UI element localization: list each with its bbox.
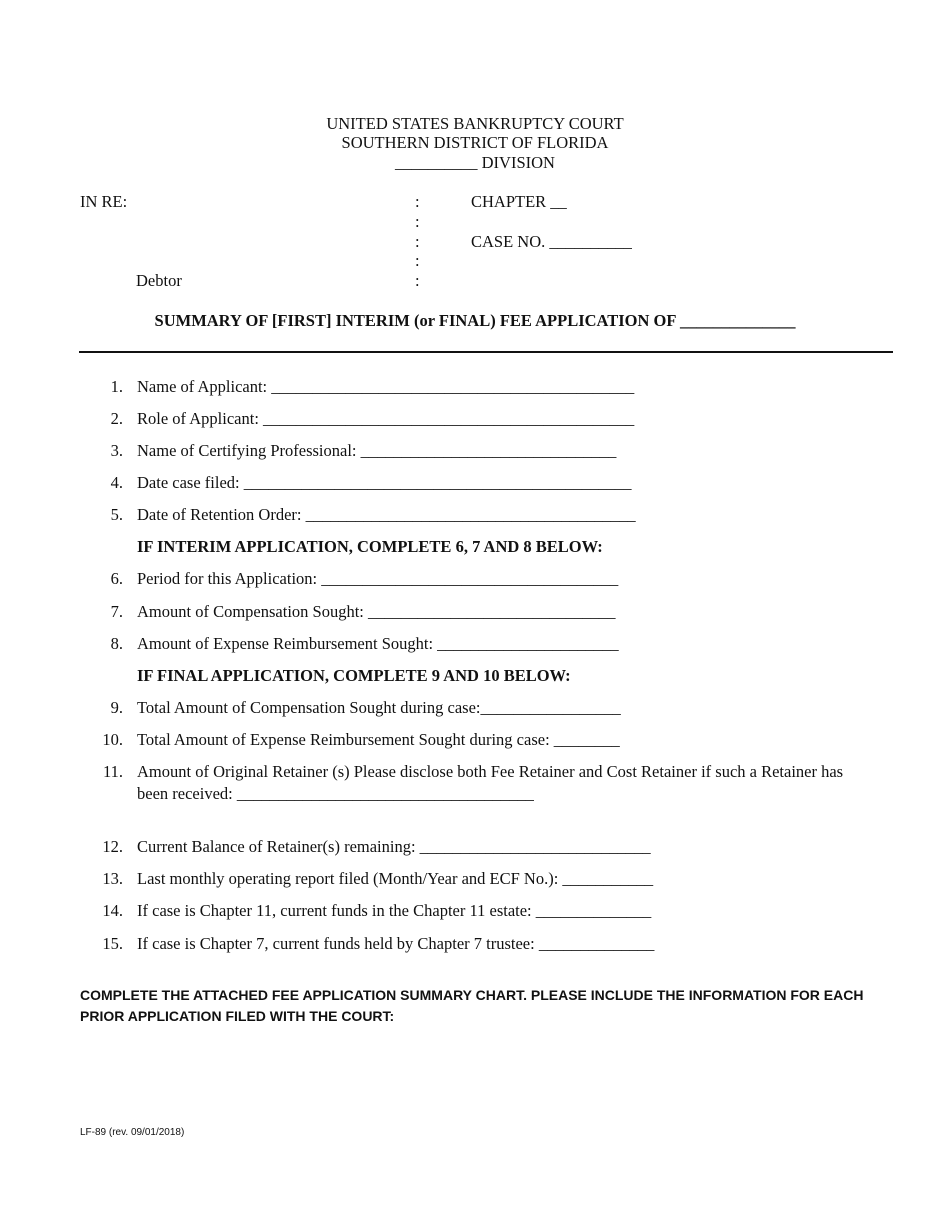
item-text: If case is Chapter 7, current funds held by Chapter 7 trustee: ______________ <box>137 934 655 953</box>
caption-colon: : <box>415 232 420 251</box>
caption-colon: : <box>415 271 420 290</box>
case-number-field: CASE NO. __________ <box>471 232 632 251</box>
item-text: Amount of Original Retainer (s) Please disclose both Fee Retainer and Cost Retainer if such a Retainer has been received: ____________________________________ <box>137 762 844 803</box>
summary-chart-notice: COMPLETE THE ATTACHED FEE APPLICATION SUMMARY CHART. PLEASE INCLUDE THE INFORMATION FOR EACH PRIOR APPLICATION FILED WITH THE COURT: <box>80 987 864 1024</box>
item-number: 6. <box>110 569 123 588</box>
court-name: UNITED STATES BANKRUPTCY COURT <box>326 114 624 133</box>
caption-colon: : <box>415 212 420 231</box>
item-text: Name of Certifying Professional: _______________________________ <box>137 441 617 460</box>
item-number: 1. <box>110 377 123 396</box>
item-number: 9. <box>110 698 123 717</box>
item-text: Amount of Expense Reimbursement Sought: ______________________ <box>137 634 619 653</box>
division-line: __________ DIVISION <box>395 153 555 172</box>
item-number: 10. <box>102 730 123 749</box>
caption-colon: : <box>415 192 420 211</box>
item-number: 3. <box>110 441 123 460</box>
in-re-label: IN RE: <box>80 192 128 211</box>
district-name: SOUTHERN DISTRICT OF FLORIDA <box>341 133 609 152</box>
item-text: Current Balance of Retainer(s) remaining: ____________________________ <box>137 837 651 856</box>
chapter-field: CHAPTER __ <box>471 192 567 211</box>
item-number: 11. <box>102 762 123 781</box>
item-text: Period for this Application: ____________________________________ <box>137 569 619 588</box>
item-number: 15. <box>102 934 123 953</box>
final-subheading: IF FINAL APPLICATION, COMPLETE 9 AND 10 BELOW: <box>137 666 571 685</box>
caption-colon: : <box>415 251 420 270</box>
item-number: 4. <box>110 473 123 492</box>
item-number: 5. <box>110 505 123 524</box>
item-number: 13. <box>102 869 123 888</box>
title-divider <box>79 351 893 353</box>
item-text: Date case filed: _______________________________________________ <box>137 473 632 492</box>
item-number: 8. <box>110 634 123 653</box>
item-number: 14. <box>102 901 123 920</box>
item-text: Total Amount of Compensation Sought during case:_________________ <box>137 698 621 717</box>
item-text: Total Amount of Expense Reimbursement Sought during case: ________ <box>137 730 620 749</box>
item-number: 7. <box>110 602 123 621</box>
item-text: Role of Applicant: _____________________________________________ <box>137 409 635 428</box>
item-text: If case is Chapter 11, current funds in the Chapter 11 estate: ______________ <box>137 901 652 920</box>
summary-title: SUMMARY OF [FIRST] INTERIM (or FINAL) FEE APPLICATION OF ______________ <box>154 311 796 330</box>
item-text: Name of Applicant: ____________________________________________ <box>137 377 635 396</box>
item-text: Amount of Compensation Sought: ______________________________ <box>137 602 616 621</box>
item-number: 12. <box>102 837 123 856</box>
interim-subheading: IF INTERIM APPLICATION, COMPLETE 6, 7 AND 8 BELOW: <box>137 537 603 556</box>
item-text: Date of Retention Order: ________________________________________ <box>137 505 636 524</box>
item-number: 2. <box>110 409 123 428</box>
item-text: Last monthly operating report filed (Month/Year and ECF No.): ___________ <box>137 869 654 888</box>
debtor-label: Debtor <box>136 271 182 290</box>
form-revision-label: LF-89 (rev. 09/01/2018) <box>80 1127 185 1138</box>
